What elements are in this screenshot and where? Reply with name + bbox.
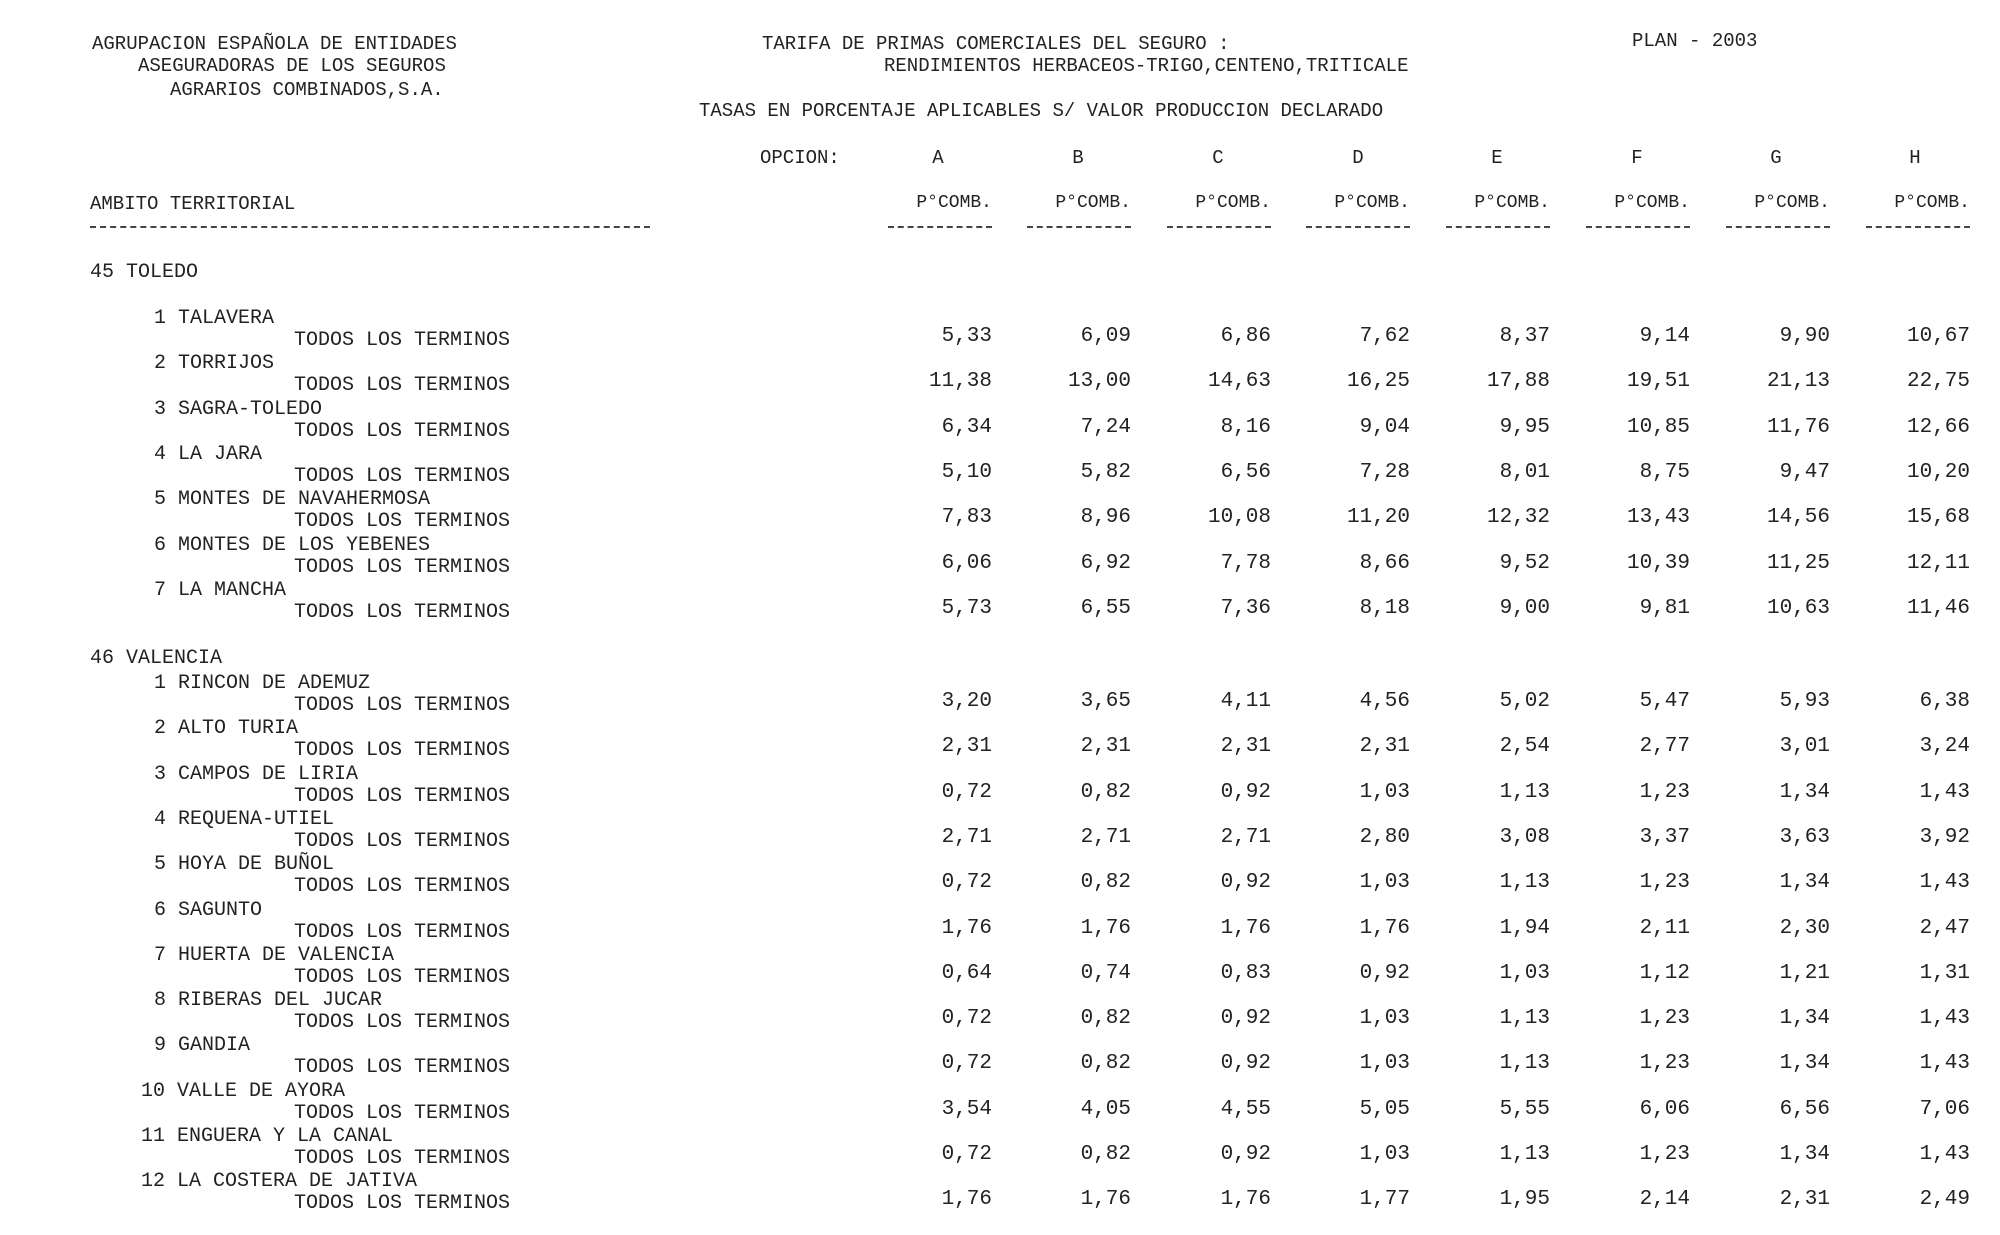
rate-cell-b: 0,82 [1080, 1143, 1131, 1166]
rate-cell-g: 14,56 [1766, 506, 1830, 530]
region-name: 1 TALAVERA [154, 307, 275, 330]
rate-cell-d: 9,04 [1359, 415, 1410, 439]
rate-cell-a: 1,76 [941, 916, 992, 940]
document-subtitle: TASAS EN PORCENTAJE APLICABLES S/ VALOR PRODUCCION DECLARADO [699, 100, 1384, 122]
rate-cell-c: 0,92 [1220, 1052, 1271, 1076]
region-name: 3 SAGRA-TOLEDO [154, 397, 323, 421]
column-underline [1167, 226, 1271, 228]
document-title-line2: RENDIMIENTOS HERBACEOS-TRIGO,CENTENO,TRITICALE [884, 55, 1409, 77]
rate-cell-a: 3,54 [941, 1097, 992, 1121]
rate-cell-f: 1,23 [1639, 780, 1690, 804]
rate-cell-a: 0,72 [941, 871, 992, 895]
rate-cell-c: 0,92 [1220, 871, 1271, 895]
rate-cell-d: 4,56 [1359, 690, 1410, 713]
rate-cell-f: 10,39 [1626, 551, 1690, 575]
rate-cell-b: 2,71 [1080, 825, 1131, 849]
rate-cell-f: 13,43 [1626, 506, 1690, 530]
column-underline [1306, 226, 1410, 228]
region-terms: TODOS LOS TERMINOS [294, 374, 511, 398]
rate-cell-f: 19,51 [1626, 370, 1690, 394]
region-terms: TODOS LOS TERMINOS [294, 1192, 511, 1216]
rate-cell-h: 22,75 [1906, 370, 1970, 394]
region-terms: TODOS LOS TERMINOS [294, 920, 511, 944]
rate-cell-d: 7,62 [1359, 325, 1410, 348]
rate-cell-b: 0,82 [1080, 871, 1131, 895]
rate-cell-d: 16,25 [1346, 370, 1410, 394]
column-label-h: P°COMB. [1894, 193, 1970, 213]
rate-cell-e: 1,13 [1499, 780, 1550, 804]
rate-cell-d: 8,18 [1359, 596, 1410, 620]
rate-cell-h: 10,20 [1906, 460, 1970, 484]
rate-cell-b: 5,82 [1080, 460, 1131, 484]
rate-cell-c: 0,92 [1220, 1007, 1271, 1031]
region-terms: TODOS LOS TERMINOS [294, 1056, 511, 1080]
rate-cell-e: 1,13 [1499, 871, 1550, 895]
region-terms: TODOS LOS TERMINOS [294, 419, 511, 443]
rate-cell-g: 10,63 [1766, 596, 1830, 620]
column-label-g: P°COMB. [1754, 193, 1830, 213]
option-g: G [1770, 147, 1782, 169]
rate-cell-b: 7,24 [1080, 415, 1131, 439]
rate-cell-c: 7,36 [1220, 596, 1271, 620]
rate-cell-h: 12,66 [1906, 415, 1970, 439]
rate-cell-e: 12,32 [1486, 506, 1550, 530]
rate-cell-g: 5,93 [1779, 690, 1830, 713]
rate-cell-c: 8,16 [1220, 415, 1271, 439]
rate-cell-c: 0,83 [1220, 961, 1271, 985]
option-d: D [1352, 147, 1364, 169]
rate-cell-d: 1,03 [1359, 1143, 1410, 1166]
rate-cell-b: 6,55 [1080, 596, 1131, 620]
rate-cell-a: 2,31 [941, 735, 992, 759]
rate-cell-h: 3,24 [1919, 735, 1970, 759]
rate-cell-b: 13,00 [1067, 370, 1131, 394]
rate-cell-e: 1,13 [1499, 1143, 1550, 1166]
rate-cell-g: 1,34 [1779, 871, 1830, 895]
rate-cell-c: 6,56 [1220, 460, 1271, 484]
rate-cell-a: 1,76 [941, 1188, 992, 1212]
opcion-label: OPCION: [760, 147, 840, 169]
rate-cell-d: 1,77 [1359, 1188, 1410, 1212]
region-terms: TODOS LOS TERMINOS [294, 739, 511, 763]
rate-cell-h: 15,68 [1906, 506, 1970, 530]
rate-cell-d: 2,31 [1359, 735, 1410, 759]
rate-cell-a: 0,72 [941, 1007, 992, 1031]
rate-cell-e: 1,13 [1499, 1007, 1550, 1031]
rate-cell-e: 5,55 [1499, 1097, 1550, 1121]
ambito-underline [90, 226, 650, 228]
rate-cell-a: 0,64 [941, 961, 992, 985]
region-name: 6 MONTES DE LOS YEBENES [154, 533, 431, 557]
column-underline [888, 226, 992, 228]
rate-cell-a: 5,10 [941, 460, 992, 484]
rate-cell-c: 0,92 [1220, 780, 1271, 804]
rate-cell-h: 7,06 [1919, 1097, 1970, 1121]
rate-cell-g: 3,63 [1779, 825, 1830, 849]
region-name: 4 LA JARA [154, 442, 263, 466]
rate-cell-c: 4,55 [1220, 1097, 1271, 1121]
rate-cell-b: 1,76 [1080, 916, 1131, 940]
region-terms: TODOS LOS TERMINOS [294, 1101, 511, 1125]
org-name-line3: AGRARIOS COMBINADOS,S.A. [170, 79, 444, 101]
rate-cell-g: 2,31 [1779, 1188, 1830, 1212]
rate-cell-b: 1,76 [1080, 1188, 1131, 1212]
rate-cell-f: 2,11 [1639, 916, 1690, 940]
rate-cell-e: 3,08 [1499, 825, 1550, 849]
rate-cell-b: 0,74 [1080, 961, 1131, 985]
rate-cell-c: 10,08 [1207, 506, 1271, 530]
region-terms: TODOS LOS TERMINOS [294, 1147, 511, 1170]
rate-cell-d: 11,20 [1346, 506, 1410, 530]
region-terms: TODOS LOS TERMINOS [294, 329, 511, 352]
rate-cell-c: 0,92 [1220, 1143, 1271, 1166]
rate-cell-c: 1,76 [1220, 916, 1271, 940]
rate-cell-e: 1,03 [1499, 961, 1550, 985]
region-name: 8 RIBERAS DEL JUCAR [154, 989, 383, 1013]
rate-cell-h: 11,46 [1906, 596, 1970, 620]
rate-cell-b: 8,96 [1080, 506, 1131, 530]
rate-cell-g: 1,34 [1779, 1143, 1830, 1166]
rate-cell-g: 2,30 [1779, 916, 1830, 940]
rate-cell-d: 0,92 [1359, 961, 1410, 985]
rate-cell-e: 2,54 [1499, 735, 1550, 759]
rate-cell-g: 11,76 [1766, 415, 1830, 439]
rate-cell-f: 1,23 [1639, 1052, 1690, 1076]
region-terms: TODOS LOS TERMINOS [294, 555, 511, 579]
rate-cell-f: 1,12 [1639, 961, 1690, 985]
org-name-line2: ASEGURADORAS DE LOS SEGUROS [138, 55, 446, 77]
rate-cell-b: 0,82 [1080, 780, 1131, 804]
region-terms: TODOS LOS TERMINOS [294, 510, 511, 534]
region-name: 3 CAMPOS DE LIRIA [154, 762, 359, 786]
region-name: 9 GANDIA [154, 1034, 251, 1058]
rate-cell-c: 6,86 [1220, 325, 1271, 348]
rate-cell-a: 5,33 [941, 325, 992, 348]
rate-cell-d: 1,76 [1359, 916, 1410, 940]
rate-cell-g: 1,34 [1779, 1007, 1830, 1031]
rate-cell-a: 6,34 [941, 415, 992, 439]
option-c: C [1212, 147, 1224, 169]
rate-cell-e: 1,13 [1499, 1052, 1550, 1076]
org-name-line1: AGRUPACION ESPAÑOLA DE ENTIDADES [92, 33, 457, 55]
rate-cell-a: 11,38 [928, 370, 992, 394]
rate-cell-d: 8,66 [1359, 551, 1410, 575]
region-name: 5 HOYA DE BUÑOL [154, 853, 335, 877]
rate-cell-b: 3,65 [1080, 690, 1131, 713]
rate-cell-f: 3,37 [1639, 825, 1690, 849]
rate-cell-g: 1,21 [1779, 961, 1830, 985]
rate-cell-b: 0,82 [1080, 1052, 1131, 1076]
region-terms: TODOS LOS TERMINOS [294, 965, 511, 989]
column-label-e: P°COMB. [1474, 193, 1550, 213]
rate-cell-g: 6,56 [1779, 1097, 1830, 1121]
rate-cell-a: 3,20 [941, 690, 992, 713]
option-b: B [1072, 147, 1084, 169]
column-underline [1866, 226, 1970, 228]
region-terms: TODOS LOS TERMINOS [294, 784, 511, 808]
rate-cell-a: 0,72 [941, 1052, 992, 1076]
plan-label: PLAN - 2003 [1632, 30, 1758, 52]
rate-cell-d: 2,80 [1359, 825, 1410, 849]
region-name: 1 RINCON DE ADEMUZ [154, 672, 371, 695]
rate-cell-h: 3,92 [1919, 825, 1970, 849]
region-name: 10 VALLE DE AYORA [141, 1079, 346, 1103]
rate-cell-b: 2,31 [1080, 735, 1131, 759]
rate-cell-g: 1,34 [1779, 780, 1830, 804]
column-underline [1027, 226, 1131, 228]
rate-cell-f: 10,85 [1626, 415, 1690, 439]
rate-cell-a: 2,71 [941, 825, 992, 849]
region-terms: TODOS LOS TERMINOS [294, 829, 511, 853]
region-terms: TODOS LOS TERMINOS [294, 600, 511, 624]
column-label-b: P°COMB. [1055, 193, 1131, 213]
rate-cell-h: 2,49 [1919, 1188, 1970, 1212]
rate-cell-h: 12,11 [1906, 551, 1970, 575]
rate-cell-e: 1,95 [1499, 1188, 1550, 1212]
column-label-d: P°COMB. [1334, 193, 1410, 213]
region-terms: TODOS LOS TERMINOS [294, 694, 511, 717]
document-title-line1: TARIFA DE PRIMAS COMERCIALES DEL SEGURO : [762, 33, 1230, 55]
region-name: 6 SAGUNTO [154, 898, 263, 922]
rate-cell-a: 6,06 [941, 551, 992, 575]
rate-cell-b: 6,09 [1080, 325, 1131, 348]
rate-cell-c: 2,71 [1220, 825, 1271, 849]
rate-cell-e: 8,01 [1499, 460, 1550, 484]
column-label-f: P°COMB. [1614, 193, 1690, 213]
rate-cell-g: 9,47 [1779, 460, 1830, 484]
rate-cell-b: 4,05 [1080, 1097, 1131, 1121]
region-terms: TODOS LOS TERMINOS [294, 875, 511, 899]
rate-cell-h: 1,43 [1919, 1052, 1970, 1076]
rate-cell-a: 7,83 [941, 506, 992, 530]
rate-cell-f: 1,23 [1639, 871, 1690, 895]
rate-cell-e: 9,95 [1499, 415, 1550, 439]
rate-cell-d: 7,28 [1359, 460, 1410, 484]
rate-cell-h: 2,47 [1919, 916, 1970, 940]
column-underline [1586, 226, 1690, 228]
rate-cell-f: 5,47 [1639, 690, 1690, 713]
rate-cell-f: 9,81 [1639, 596, 1690, 620]
rate-cell-d: 1,03 [1359, 780, 1410, 804]
rate-cell-c: 4,11 [1220, 690, 1271, 713]
option-h: H [1909, 147, 1921, 169]
rate-cell-f: 1,23 [1639, 1007, 1690, 1031]
rate-cell-g: 21,13 [1766, 370, 1830, 394]
rate-cell-h: 6,38 [1919, 690, 1970, 713]
rate-cell-g: 3,01 [1779, 735, 1830, 759]
rate-cell-e: 9,52 [1499, 551, 1550, 575]
rate-cell-e: 5,02 [1499, 690, 1550, 713]
province-heading: 45 TOLEDO [90, 261, 199, 284]
rate-cell-h: 1,43 [1919, 871, 1970, 895]
rate-cell-h: 1,43 [1919, 1007, 1970, 1031]
region-name: 11 ENGUERA Y LA CANAL [141, 1125, 394, 1148]
rate-cell-d: 1,03 [1359, 1007, 1410, 1031]
rate-cell-c: 2,31 [1220, 735, 1271, 759]
rate-cell-f: 6,06 [1639, 1097, 1690, 1121]
region-name: 4 REQUENA-UTIEL [154, 807, 335, 831]
rate-cell-e: 9,00 [1499, 596, 1550, 620]
region-name: 7 LA MANCHA [154, 578, 287, 602]
rate-cell-f: 8,75 [1639, 460, 1690, 484]
region-name: 2 TORRIJOS [154, 352, 275, 376]
region-name: 12 LA COSTERA DE JATIVA [141, 1170, 418, 1194]
rate-cell-d: 1,03 [1359, 871, 1410, 895]
rate-cell-c: 1,76 [1220, 1188, 1271, 1212]
rate-cell-e: 17,88 [1486, 370, 1550, 394]
region-terms: TODOS LOS TERMINOS [294, 464, 511, 488]
rate-cell-c: 14,63 [1207, 370, 1271, 394]
rate-cell-b: 6,92 [1080, 551, 1131, 575]
rate-cell-b: 0,82 [1080, 1007, 1131, 1031]
rate-cell-f: 2,77 [1639, 735, 1690, 759]
region-name: 5 MONTES DE NAVAHERMOSA [154, 488, 431, 512]
column-underline [1446, 226, 1550, 228]
rate-cell-h: 1,31 [1919, 961, 1970, 985]
option-e: E [1491, 147, 1503, 169]
rate-cell-g: 11,25 [1766, 551, 1830, 575]
ambito-territorial-label: AMBITO TERRITORIAL [90, 193, 296, 215]
rate-cell-h: 10,67 [1906, 325, 1970, 348]
rate-cell-f: 2,14 [1639, 1188, 1690, 1212]
rate-cell-e: 8,37 [1499, 325, 1550, 348]
column-label-a: P°COMB. [916, 193, 992, 213]
rate-cell-g: 9,90 [1779, 325, 1830, 348]
region-name: 2 ALTO TURIA [154, 717, 299, 741]
rate-cell-a: 0,72 [941, 1143, 992, 1166]
rate-cell-c: 7,78 [1220, 551, 1271, 575]
rate-cell-f: 1,23 [1639, 1143, 1690, 1166]
rate-cell-f: 9,14 [1639, 325, 1690, 348]
rate-cell-a: 0,72 [941, 780, 992, 804]
region-name: 7 HUERTA DE VALENCIA [154, 943, 395, 967]
rate-cell-h: 1,43 [1919, 780, 1970, 804]
rate-cell-h: 1,43 [1919, 1143, 1970, 1166]
rate-cell-d: 5,05 [1359, 1097, 1410, 1121]
option-a: A [932, 147, 944, 169]
region-terms: TODOS LOS TERMINOS [294, 1011, 511, 1035]
rate-cell-e: 1,94 [1499, 916, 1550, 940]
rate-cell-d: 1,03 [1359, 1052, 1410, 1076]
rate-cell-g: 1,34 [1779, 1052, 1830, 1076]
column-label-c: P°COMB. [1195, 193, 1271, 213]
column-underline [1726, 226, 1830, 228]
province-heading: 46 VALENCIA [90, 647, 223, 670]
rate-cell-a: 5,73 [941, 596, 992, 620]
option-f: F [1631, 147, 1643, 169]
